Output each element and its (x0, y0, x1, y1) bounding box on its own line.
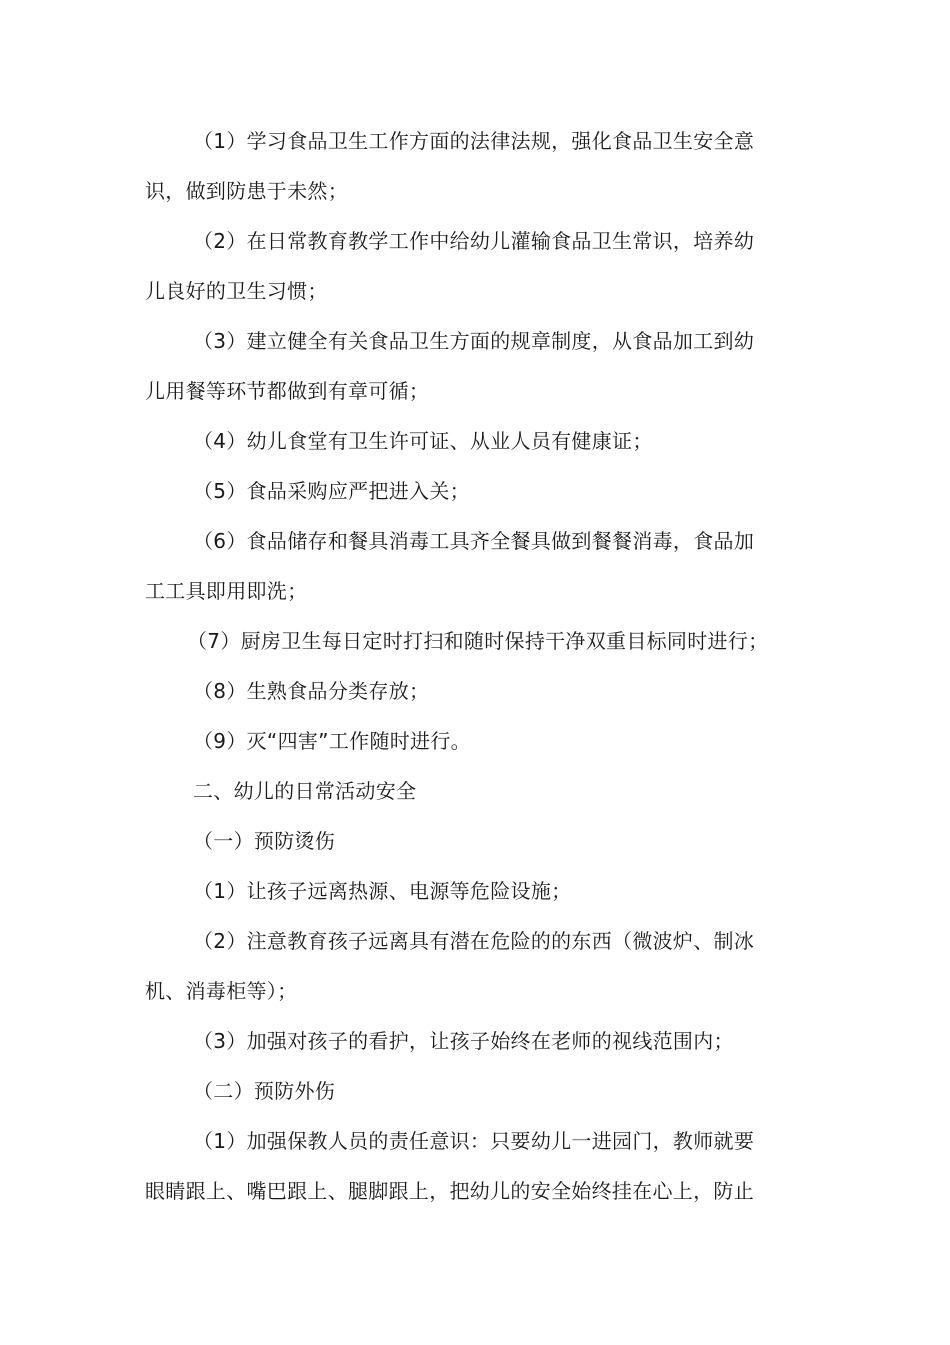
paragraph-line: （4）幼儿食堂有卫生许可证、从业人员有健康证； (193, 429, 653, 453)
subsection-heading: （一）预防烫伤 (193, 829, 336, 853)
paragraph-line: （9）灭“四害”工作随时进行。 (193, 729, 471, 753)
paragraph-line: （8）生熟食品分类存放； (193, 679, 430, 703)
paragraph-line: （3）加强对孩子的看护，让孩子始终在老师的视线范围内； (193, 1029, 734, 1053)
paragraph-line: （5）食品采购应严把进入关； (193, 479, 470, 503)
paragraph-line: （7）厨房卫生每日定时打扫和随时保持干净双重目标同时进行； (187, 629, 769, 653)
paragraph-line: （6）食品储存和餐具消毒工具齐全餐具做到餐餐消毒，食品加 (193, 529, 755, 553)
paragraph-line: 机、消毒柜等）； (145, 979, 298, 1003)
subsection-heading: （二）预防外伤 (193, 1079, 336, 1103)
paragraph-line: 眼睛跟上、嘴巴跟上、腿脚跟上，把幼儿的安全始终挂在心上，防止 (145, 1179, 754, 1203)
paragraph-line: （2）在日常教育教学工作中给幼儿灌输食品卫生常识，培养幼 (193, 229, 755, 253)
paragraph-line: （1）学习食品卫生工作方面的法律法规，强化食品卫生安全意 (193, 129, 755, 153)
paragraph-line: （3）建立健全有关食品卫生方面的规章制度，从食品加工到幼 (193, 329, 755, 353)
paragraph-line: 识，做到防患于未然； (145, 179, 348, 203)
paragraph-line: 儿用餐等环节都做到有章可循； (145, 379, 430, 403)
paragraph-line: （1）让孩子远离热源、电源等危险设施； (193, 879, 572, 903)
paragraph-line: （1）加强保教人员的责任意识：只要幼儿一进园门，教师就要 (193, 1129, 755, 1153)
section-heading: 二、幼儿的日常活动安全 (193, 779, 417, 803)
paragraph-line: （2）注意教育孩子远离具有潜在危险的的东西（微波炉、制冰 (193, 929, 755, 953)
paragraph-line: 工工具即用即洗； (145, 579, 308, 603)
paragraph-line: 儿良好的卫生习惯； (145, 279, 328, 303)
